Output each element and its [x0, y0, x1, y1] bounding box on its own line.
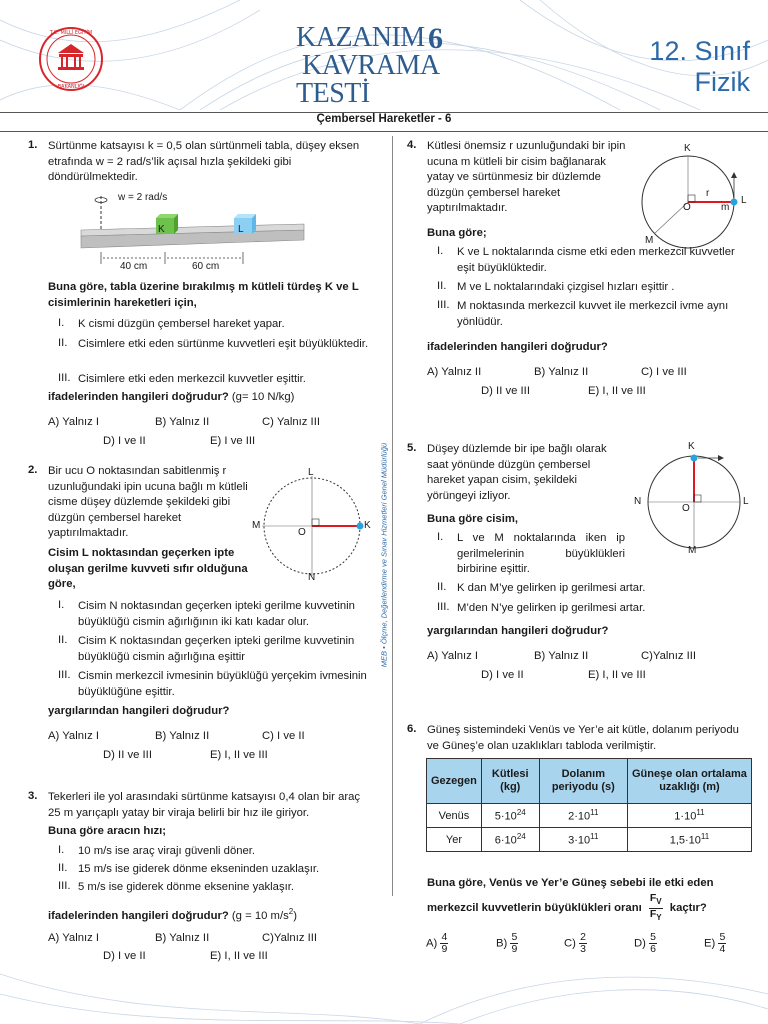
q5-fig-label-n: N: [634, 496, 642, 507]
q5-stem: Düşey düzlemde bir ipe bağlı olarak saat yönünde düzgün çembersel hareket yapan cisim, şekildeki yörüngeyi izliyor.: [427, 443, 607, 502]
q5-fig-label-k: K: [688, 441, 695, 452]
q6-distance-exp: 11: [696, 808, 705, 818]
q2-fig-label-n: N: [308, 572, 316, 583]
q5-option-a[interactable]: A) Yalnız I: [427, 650, 479, 662]
q1-fig-label-l: L: [238, 224, 244, 235]
q3-question: [48, 904, 378, 924]
q1-fig-distance-1: 40 cm: [120, 261, 148, 272]
q3-roman-2: II.: [58, 862, 68, 874]
q4-option-b[interactable]: B) Yalnız II: [534, 366, 589, 378]
table-row: [427, 804, 752, 828]
q6-lead-line2: [427, 890, 767, 926]
q6-option-e-label: E): [704, 937, 716, 950]
q4-roman-1: I.: [437, 245, 444, 257]
q2-fig-label-l: L: [308, 467, 314, 478]
q6-cell-period: [539, 804, 627, 828]
q1-stem: Sürtünme katsayısı k = 0,5 olan sürtünmeli tabla, düşey eksen etrafında w = 2 rad/s’lik açısal hızla şekildeki gibi döndürülmektedir.: [48, 140, 360, 183]
q6-distance-exp: 11: [700, 832, 710, 842]
q6-period-exp: 11: [590, 808, 599, 818]
q1-option-c[interactable]: C) Yalnız III: [262, 416, 320, 428]
q5-option-c[interactable]: C)Yalnız III: [641, 650, 697, 662]
q2-fig-label-o: O: [298, 527, 306, 538]
q1-option-d[interactable]: D) I ve II: [103, 435, 146, 447]
q6-option-a-fraction: [440, 932, 448, 955]
q2-option-d[interactable]: D) II ve III: [103, 749, 152, 761]
q6-option-b-fraction: [510, 932, 518, 955]
q6-option-d-den: 6: [650, 943, 656, 955]
q6-option-a-label: A): [426, 937, 438, 950]
q3-ask: ifadelerinden hangileri doğrudur?: [48, 909, 229, 922]
q6-option-a[interactable]: [426, 932, 448, 955]
q4-item-3: M noktasında merkezcil kuvvet ile merkezcil ivme aynı yönlüdür.: [457, 300, 729, 328]
q4-option-a[interactable]: A) Yalnız II: [427, 366, 482, 378]
page-title: Çembersel Hareketler - 6: [316, 113, 452, 125]
q5-roman-2: II.: [437, 581, 447, 593]
q6-cell-name: Venüs: [427, 804, 482, 828]
q6-mass-exp: 24: [516, 832, 526, 842]
q4-item-2: M ve L noktalarındaki çizgisel hızları eşittir .: [457, 281, 675, 293]
q6-cell-mass: [481, 804, 539, 828]
q6-option-d[interactable]: [634, 932, 657, 955]
q6-cell-mass: [481, 828, 539, 852]
q4-fig-label-o: O: [683, 202, 691, 213]
q5-option-b[interactable]: B) Yalnız II: [534, 650, 589, 662]
q5-option-d[interactable]: D) I ve II: [481, 669, 524, 681]
q5-fig-label-o: O: [682, 503, 690, 514]
q6-planet-table: [426, 758, 752, 852]
q6-mass-base: 6·10: [494, 834, 517, 847]
q1-item-3: Cisimlere etki eden merkezcil kuvvetler eşittir.: [78, 373, 306, 385]
q6-option-b-num: 5: [511, 931, 518, 943]
q4-fig-label-k: K: [684, 143, 691, 154]
q5-fig-label-l: L: [743, 496, 749, 507]
q5-item-1: L ve M noktalarında iken ip gerilmelerinin büyüklükleri birbirine eşittir.: [457, 532, 625, 575]
q6-cell-distance: [627, 804, 751, 828]
q4-fig-label-mpoint: M: [645, 235, 654, 246]
q2-option-b[interactable]: B) Yalnız II: [155, 730, 210, 742]
q5-option-e[interactable]: E) I, II ve III: [588, 669, 646, 681]
q1-ask: ifadelerinden hangileri doğrudur?: [48, 391, 229, 403]
grade-label: 12. Sınıf: [649, 36, 750, 66]
q6-option-d-fraction: [649, 932, 657, 955]
q1-option-b[interactable]: B) Yalnız II: [155, 416, 210, 428]
meb-seal-logo: [38, 26, 104, 92]
q6-option-b-den: 9: [511, 943, 518, 955]
q4-roman-3: III.: [437, 299, 450, 311]
q1-option-a[interactable]: A) Yalnız I: [48, 416, 100, 428]
q6-option-e-fraction: [718, 932, 726, 955]
q6-option-b-label: B): [496, 937, 508, 950]
q4-number: 4.: [407, 139, 417, 151]
q6-mass-exp: 24: [516, 808, 526, 818]
q4-stem: Kütlesi önemsiz r uzunluğundaki bir ipin ucuna m kütleli bir cisim bağlanarak yatay ve sürtünmesiz bir düzlemde düzgün çembersel hareket yaptırılmaktadır.: [427, 140, 626, 214]
test-number: 6: [428, 22, 443, 55]
q5-lead: Buna göre cisim,: [427, 513, 519, 525]
q2-number: 2.: [28, 464, 38, 476]
q1-roman-2: II.: [58, 337, 68, 349]
q6-cell-name: Yer: [427, 828, 482, 852]
q2-vertical-circle-figure: [250, 466, 376, 586]
q4-option-c[interactable]: C) I ve III: [641, 366, 687, 378]
q4-option-e[interactable]: E) I, II ve III: [588, 385, 646, 397]
q6-header-distance: Güneşe olan ortalama uzaklığı (m): [627, 759, 751, 804]
subject-label: Fizik: [694, 67, 750, 97]
q6-option-e-num: 5: [719, 931, 726, 943]
q6-ratio-den-sub: Y: [656, 912, 662, 922]
q4-fig-label-l: L: [741, 195, 747, 206]
sidebar-text: MEB • Ölçme, Değerlendirme ve Sınav Hizmetleri Genel Müdürlüğü: [379, 442, 389, 668]
q3-ask-tail: (g = 10 m/s: [228, 909, 289, 922]
q3-option-c[interactable]: C)Yalnız III: [262, 932, 318, 944]
q6-ratio-num-sub: V: [656, 897, 662, 907]
q6-ratio-den: F: [649, 907, 657, 920]
q6-stem: Güneş sistemindeki Venüs ve Yer’e ait kütle, dolanım periyodu ve Güneş’e olan uzaklıkları tabloda verilmiştir.: [427, 724, 739, 752]
q6-option-a-den: 9: [441, 943, 448, 955]
q4-lead: Buna göre;: [427, 227, 487, 239]
q5-number: 5.: [407, 442, 417, 454]
q1-lead: Buna göre, tabla üzerine bırakılmış m kütleli türdeş K ve L cisimlerinin hareketleri için,: [48, 281, 359, 309]
q6-distance-base: 1,5·10: [669, 834, 701, 847]
q3-number: 3.: [28, 790, 38, 802]
q2-option-c[interactable]: C) I ve II: [262, 730, 305, 742]
q6-period-base: 3·10: [568, 834, 591, 847]
brand-line-1: KAZANIM: [296, 22, 425, 53]
q1-question: [48, 390, 378, 406]
q5-fig-label-m: M: [688, 545, 697, 556]
q6-mass-base: 5·10: [494, 810, 517, 823]
q3-option-e[interactable]: E) I, II ve III: [210, 950, 268, 962]
q4-roman-2: II.: [437, 280, 447, 292]
q5-item-2: K dan M’ye gelirken ip gerilmesi artar.: [457, 582, 646, 594]
q1-item-2: Cisimlere etki eden sürtünme kuvvetleri eşit büyüklüktedir.: [78, 338, 369, 350]
q2-option-a[interactable]: A) Yalnız I: [48, 730, 100, 742]
q2-item-3: Cismin merkezcil ivmesinin büyüklüğü yerçekim ivmesinin büyüklüğüne eşittir.: [78, 670, 367, 698]
q6-header-mass: Kütlesi (kg): [481, 759, 539, 804]
q3-item-1: 10 m/s ise araç virajı güvenli döner.: [78, 845, 256, 857]
q2-lead: Cisim L noktasından geçerken ipte oluşan gerilme kuvveti sıfır olduğuna göre,: [48, 547, 248, 590]
q6-lead-a: Buna göre, Venüs ve Yer’e Güneş sebebi ile etki eden: [427, 877, 714, 889]
q2-roman-2: II.: [58, 634, 68, 646]
q6-option-c-den: 3: [580, 943, 586, 955]
q6-option-b[interactable]: [496, 932, 518, 955]
q1-fig-label-k: K: [158, 224, 165, 235]
q5-roman-1: I.: [437, 531, 444, 543]
q6-number: 6.: [407, 723, 417, 735]
q1-roman-1: I.: [58, 317, 65, 329]
q5-ask: yargılarından hangileri doğrudur?: [427, 625, 609, 637]
q3-ask-close: ): [293, 909, 297, 922]
q6-option-c-fraction: [579, 932, 587, 955]
q6-ratio-fraction: [649, 893, 663, 922]
q3-option-d[interactable]: D) I ve II: [103, 950, 146, 962]
q2-stem: Bir ucu O noktasından sabitlenmiş r uzunluğundaki ipin ucuna bağlı m kütleli cisme düşey düzlemde şekildeki gibi düzgün çembersel hareket yaptırılmaktadır.: [48, 465, 248, 539]
svg-text:T.C. MİLLÎ EĞİTİM: T.C. MİLLÎ EĞİTİM: [49, 30, 93, 36]
q2-item-1: Cisim N noktasından geçerken ipteki gerilme kuvvetinin büyüklüğü cismin ağırlığının iki katı kadar olur.: [78, 600, 355, 628]
q6-cell-period: [539, 828, 627, 852]
q1-fig-distance-2: 60 cm: [192, 261, 220, 272]
q4-ask: ifadelerinden hangileri doğrudur?: [427, 341, 608, 353]
q2-roman-3: III.: [58, 669, 71, 681]
q3-lead: Buna göre aracın hızı;: [48, 825, 167, 837]
q1-option-e[interactable]: E) I ve III: [210, 435, 256, 447]
q6-option-d-label: D): [634, 937, 646, 950]
q3-item-2: 15 m/s ise giderek dönme ekseninden uzaklaşır.: [78, 863, 320, 875]
q3-roman-3: III.: [58, 880, 71, 892]
q3-ask-sup: 2: [288, 907, 294, 916]
footer-background: [0, 964, 768, 1024]
q1-number: 1.: [28, 139, 38, 151]
q1-ask-tail: (g= 10 N/kg): [228, 391, 295, 403]
q6-period-exp: 11: [590, 832, 599, 842]
q6-lead-b: merkezcil kuvvetlerin büyüklükleri oranı: [427, 902, 642, 914]
q2-roman-1: I.: [58, 599, 65, 611]
q4-fig-label-m: m: [721, 202, 730, 213]
q3-option-a[interactable]: A) Yalnız I: [48, 932, 100, 944]
q4-fig-label-r: r: [706, 188, 710, 199]
q1-roman-3: III.: [58, 372, 71, 384]
q5-item-3: M’den N’ye gelirken ip gerilmesi artar.: [457, 602, 646, 614]
q6-option-e-den: 4: [719, 943, 726, 955]
q6-period-base: 2·10: [568, 810, 591, 823]
q6-lead-c: kaçtır?: [669, 902, 707, 914]
q6-options: [426, 932, 756, 962]
q5-vertical-circle-figure: [630, 440, 760, 560]
q6-header-planet: Gezegen: [427, 759, 482, 804]
q6-option-c[interactable]: [564, 932, 587, 955]
q4-option-d[interactable]: D) II ve III: [481, 385, 530, 397]
q2-option-e[interactable]: E) I, II ve III: [210, 749, 268, 761]
q6-header-period: Dolanım periyodu (s): [539, 759, 627, 804]
q6-option-e[interactable]: [704, 932, 726, 955]
svg-text:BAKANLIĞI: BAKANLIĞI: [57, 84, 85, 90]
q3-item-3: 5 m/s ise giderek dönme eksenine yaklaşır.: [78, 881, 295, 893]
q3-option-b[interactable]: B) Yalnız II: [155, 932, 210, 944]
brand-wordmark: [296, 24, 440, 108]
q1-fig-omega: w = 2 rad/s: [118, 192, 168, 203]
q6-cell-distance: [627, 828, 751, 852]
q6-option-d-num: 5: [650, 931, 656, 943]
q1-item-1: K cismi düzgün çembersel hareket yapar.: [78, 318, 285, 330]
column-divider: [392, 136, 393, 896]
q2-fig-label-k: K: [364, 520, 371, 531]
q3-roman-1: I.: [58, 844, 65, 856]
brand-line-2: KAVRAMA: [302, 50, 440, 81]
q6-distance-base: 1·10: [674, 810, 697, 823]
q6-option-a-num: 4: [441, 931, 448, 943]
q6-option-c-num: 2: [580, 931, 586, 943]
q2-ask: yargılarından hangileri doğrudur?: [48, 705, 230, 717]
table-row: [427, 828, 752, 852]
q5-roman-3: III.: [437, 601, 450, 613]
q6-ratio-num: F: [649, 892, 657, 905]
grade-subject: [649, 36, 750, 98]
q3-stem: Tekerleri ile yol arasındaki sürtünme katsayısı 0,4 olan bir araç 25 m yarıçaplı yatay bir viraja belirli bir hız ile giriyor.: [48, 791, 361, 819]
q4-item-1: K ve L noktalarında cisme etki eden merkezcil kuvvetler eşit büyüklüktedir.: [457, 246, 735, 274]
q6-option-c-label: C): [564, 937, 576, 950]
q2-fig-label-m: M: [252, 520, 261, 531]
q2-item-2: Cisim K noktasından geçerken ipteki gerilme kuvvetinin büyüklüğü cismin ağırlığına eşittir: [78, 635, 355, 663]
brand-line-3: TESTİ: [296, 78, 370, 109]
